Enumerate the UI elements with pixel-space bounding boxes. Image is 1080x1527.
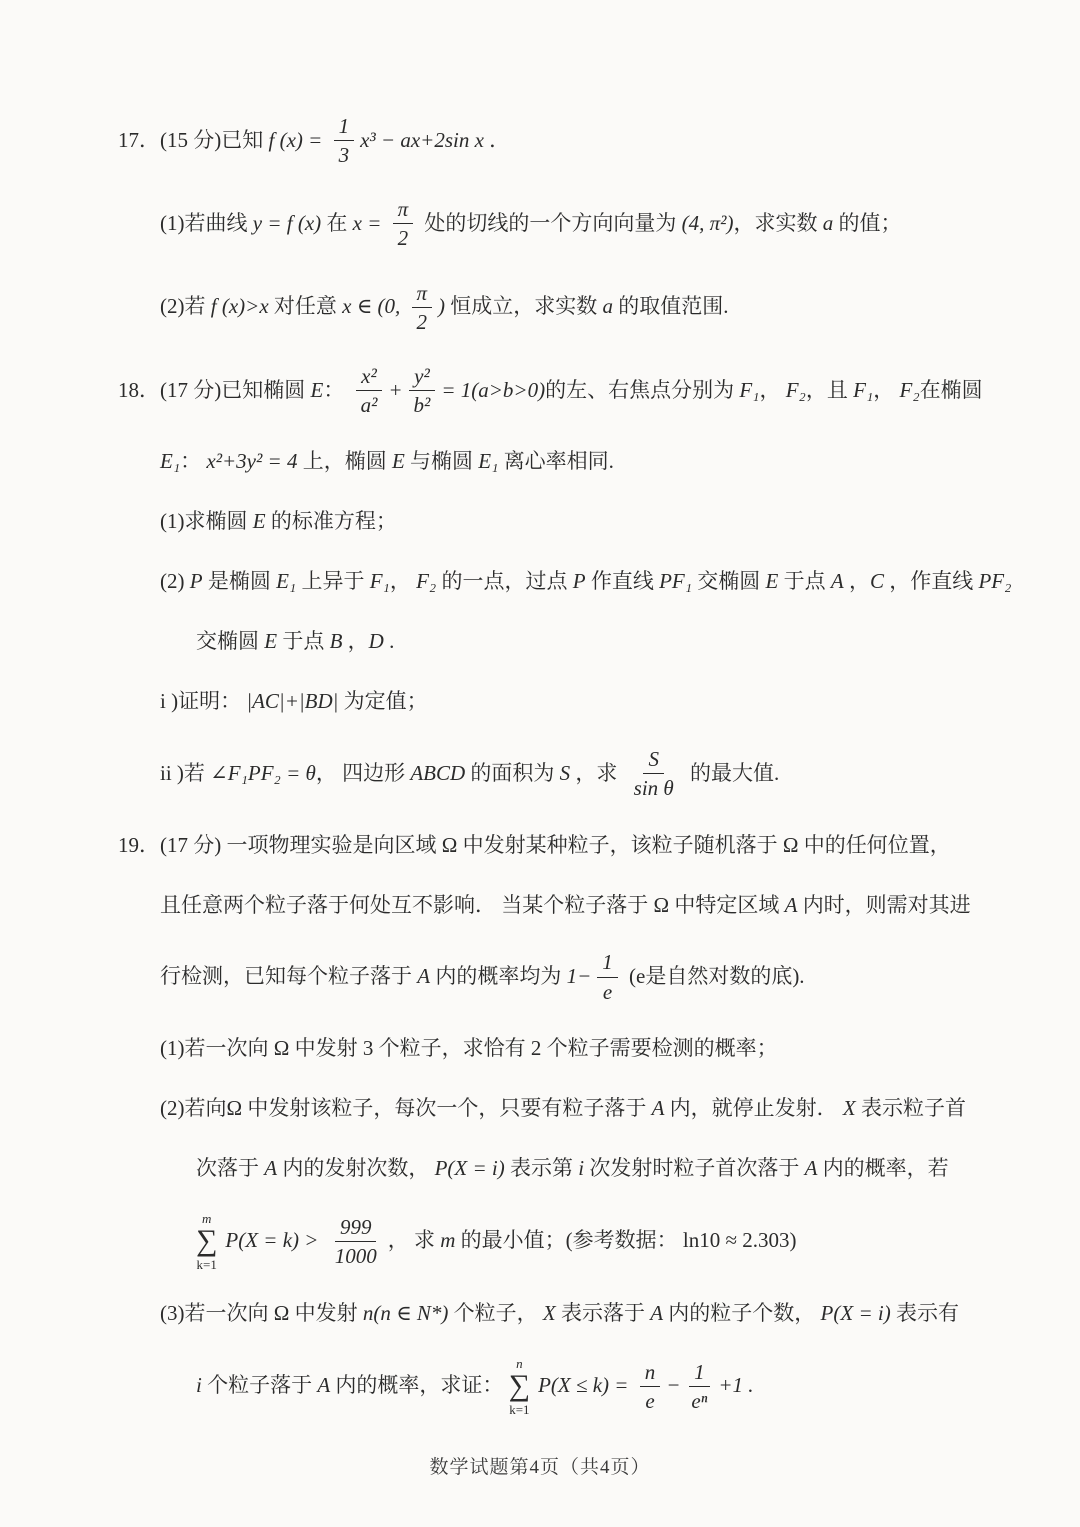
- text-run: ，: [759, 377, 786, 402]
- text-run: 18．(17 分)已知椭圆: [118, 377, 311, 402]
- q18-part-2-ii: [0, 745, 1060, 802]
- text-run: 为定值；: [338, 689, 428, 714]
- math-run: E: [252, 509, 266, 534]
- q19-statement-line-2: [0, 888, 1060, 922]
- summation: [509, 1357, 530, 1416]
- text-run: ，求: [570, 760, 623, 785]
- math-run: +: [388, 377, 403, 402]
- numerator: π: [393, 197, 414, 224]
- math-run: A: [784, 892, 798, 917]
- q18-statement-line-1: [0, 362, 1060, 419]
- denominator: b²: [413, 392, 431, 417]
- math-run: m: [440, 1228, 456, 1253]
- text-run: ，: [342, 629, 369, 654]
- math-run: C: [869, 569, 884, 594]
- text-run: 内时，则需对其进: [797, 892, 971, 917]
- math-run: F₁: [853, 377, 874, 402]
- text-run: ，: [389, 569, 417, 594]
- text-run: 内的概率均为: [430, 964, 567, 989]
- denominator: a²: [360, 392, 378, 417]
- math-run: x ∈ (0,: [342, 294, 406, 319]
- numerator: 1: [597, 950, 618, 977]
- math-run: |AC|+|BD|: [246, 689, 339, 714]
- math-run: E₁: [478, 449, 499, 474]
- denominator: 1000: [334, 1243, 377, 1268]
- text-run: ，求实数: [733, 211, 823, 236]
- text-run: (e是自然对数的底).: [623, 964, 805, 989]
- numerator: x²: [356, 364, 382, 391]
- denominator: 2: [416, 309, 428, 334]
- numerator: 1: [334, 114, 355, 141]
- math-run: E: [391, 449, 405, 474]
- text-run: 且任意两个粒子落于何处互不影响． 当某个粒子落于 Ω 中特定区域: [160, 892, 785, 917]
- math-run: P: [189, 569, 203, 594]
- math-run: F₂: [899, 377, 920, 402]
- q18-part-2-i: [0, 685, 1060, 719]
- math-run: n(n ∈ N*): [362, 1300, 449, 1325]
- text-run: 次落于: [196, 1155, 265, 1180]
- math-run: P: [572, 569, 586, 594]
- sum-lower-limit: k=1: [509, 1401, 530, 1417]
- math-run: −: [666, 1373, 681, 1398]
- problem-18: [0, 362, 1080, 803]
- text-run: ， 四边形: [315, 760, 411, 785]
- math-run: = 1(a>b>0): [441, 377, 546, 402]
- text-run: 表示落于: [555, 1300, 651, 1325]
- fraction: [409, 364, 436, 417]
- q19-statement-line-1: [0, 828, 1060, 862]
- fraction: [330, 1215, 382, 1268]
- text-run: 对任意: [268, 294, 343, 319]
- text-run: 行检测，已知每个粒子落于: [160, 964, 418, 989]
- q18-part-2-line-2: [0, 625, 1060, 659]
- text-run: (2)若向Ω 中发射该粒子，每次一个，只要有粒子落于: [160, 1095, 652, 1120]
- denominator: e: [602, 979, 613, 1004]
- text-run: 在: [321, 211, 353, 236]
- math-run: x²+3y² = 4: [206, 449, 298, 474]
- text-run: 表示粒子首: [855, 1095, 966, 1120]
- fraction: [334, 114, 355, 167]
- text-run: (2)若: [160, 294, 211, 319]
- fraction: [629, 747, 679, 800]
- text-run: ，: [843, 569, 870, 594]
- math-run: E: [310, 377, 324, 402]
- math-run: A: [651, 1095, 665, 1120]
- text-run: i )证明：: [160, 689, 247, 714]
- text-run: 是椭圆: [202, 569, 277, 594]
- text-run: ：: [180, 449, 207, 474]
- math-run: a: [822, 211, 834, 236]
- text-run: (1)求椭圆: [160, 509, 253, 534]
- text-run: 上异于: [296, 569, 370, 594]
- math-run: x =: [352, 211, 387, 236]
- text-run: 内的概率，求证：: [330, 1373, 509, 1398]
- math-run: F₁: [739, 377, 760, 402]
- math-run: f (x)>x: [210, 294, 269, 319]
- page-footer: [0, 1453, 1080, 1483]
- summation: [196, 1212, 217, 1271]
- math-run: (4, π²): [681, 211, 734, 236]
- text-run: (1)若一次向 Ω 中发射 3 个粒子，求恰有 2 个粒子需要检测的概率；: [160, 1035, 778, 1060]
- numerator: 1: [689, 1360, 710, 1387]
- text-run: 交椭圆: [692, 569, 766, 594]
- text-run: 的一点，过点: [436, 569, 573, 594]
- text-run: 内的概率，若: [817, 1155, 949, 1180]
- math-run: X: [842, 1095, 856, 1120]
- text-run: 的取值范围.: [613, 294, 729, 319]
- footer-text: 数学试题第4页（共4页）: [429, 1456, 651, 1478]
- text-run: 于点: [277, 629, 330, 654]
- math-run: S: [559, 760, 571, 785]
- denominator: 3: [338, 143, 350, 168]
- math-run: 1−: [566, 964, 592, 989]
- numerator: y²: [409, 364, 435, 391]
- text-run: 的值；: [833, 211, 902, 236]
- math-run: E₁: [276, 569, 297, 594]
- text-run: ．: [483, 127, 511, 152]
- math-run: F₁: [369, 569, 390, 594]
- q19-part-2-line-1: [0, 1092, 1060, 1126]
- math-run: A: [264, 1155, 278, 1180]
- text-run: 19．(17 分) 一项物理实验是向区域 Ω 中发射某种粒子，该粒子随机落于 Ω 中的任何位置，: [118, 832, 951, 857]
- sum-upper-limit: n: [516, 1355, 523, 1371]
- math-run: P(X = i): [820, 1300, 891, 1325]
- text-run: ：: [323, 377, 350, 402]
- text-run: 作直线: [585, 569, 660, 594]
- fraction: [356, 364, 383, 417]
- text-run: ， 求: [387, 1228, 441, 1253]
- numerator: S: [643, 747, 664, 774]
- denominator: eⁿ: [691, 1388, 708, 1413]
- math-run: P(X = i): [434, 1155, 505, 1180]
- problem-19: [0, 828, 1080, 1415]
- fraction: [597, 950, 618, 1003]
- sigma-icon: ∑: [196, 1223, 218, 1257]
- text-run: ，且: [805, 377, 854, 402]
- text-run: ，: [873, 377, 900, 402]
- numerator: 999: [335, 1215, 377, 1242]
- text-run: 内，就停止发射．: [664, 1095, 843, 1120]
- text-run: 17．(15 分)已知: [118, 127, 269, 152]
- text-run: 与椭圆: [404, 449, 479, 474]
- math-run: D: [368, 629, 384, 654]
- q17-part-2: [0, 279, 1060, 336]
- text-run: 在椭圆: [919, 377, 983, 402]
- sum-upper-limit: m: [202, 1210, 212, 1226]
- text-run: 恒成立，求实数: [445, 294, 603, 319]
- text-run: 上，椭圆: [297, 449, 392, 474]
- math-run: i: [196, 1373, 202, 1398]
- text-run: 表示第: [504, 1155, 579, 1180]
- text-run: 个粒子，: [448, 1300, 543, 1325]
- text-run: 表示有: [890, 1300, 959, 1325]
- q18-statement-line-2: [0, 445, 1060, 479]
- math-run: A: [317, 1373, 331, 1398]
- q18-part-1: [0, 505, 1060, 539]
- q17-statement: [0, 112, 1060, 169]
- text-run: .: [383, 629, 395, 654]
- text-run: 内的发射次数，: [277, 1155, 435, 1180]
- text-run: 处的切线的一个方向向量为: [419, 211, 682, 236]
- numerator: π: [412, 281, 433, 308]
- text-run: 内的粒子个数，: [663, 1300, 821, 1325]
- math-run: ABCD: [410, 760, 466, 785]
- sum-lower-limit: k=1: [196, 1256, 217, 1272]
- math-run: E: [264, 629, 278, 654]
- math-run: F₂: [785, 377, 806, 402]
- text-run: 交椭圆: [196, 629, 265, 654]
- text-run: (2): [160, 569, 190, 594]
- denominator: 2: [397, 226, 409, 251]
- problem-17: [0, 112, 1080, 336]
- q19-part-2-line-3: [0, 1212, 1060, 1271]
- math-run: i: [578, 1155, 585, 1180]
- text-run: ii )若: [160, 760, 211, 785]
- math-run: f (x) =: [268, 127, 328, 152]
- math-run: PF₁: [659, 569, 693, 594]
- math-run: X: [542, 1300, 556, 1325]
- text-run: ，作直线: [883, 569, 979, 594]
- text-run: 于点: [778, 569, 831, 594]
- text-run: 次发射时粒子首次落于: [584, 1155, 805, 1180]
- math-run: +1 .: [718, 1373, 754, 1398]
- text-run: 的左、右焦点分别为: [545, 377, 740, 402]
- q17-part-1: [0, 195, 1060, 252]
- denominator: e: [645, 1388, 655, 1413]
- sigma-icon: ∑: [508, 1368, 531, 1402]
- math-run: B: [329, 629, 343, 654]
- math-run: ∠F₁PF₂ = θ: [210, 760, 316, 785]
- q19-part-2-line-2: [0, 1152, 1060, 1186]
- text-run: 离心率相同.: [498, 449, 614, 474]
- fraction: [393, 197, 414, 250]
- math-run: E: [765, 569, 779, 594]
- text-run: (3)若一次向 Ω 中发射: [160, 1300, 363, 1325]
- fraction: [412, 281, 433, 334]
- text-run: 的最大值.: [684, 760, 780, 785]
- math-run: E₁: [160, 449, 181, 474]
- text-run: 的标准方程；: [265, 509, 397, 534]
- math-run: A: [417, 964, 431, 989]
- math-run: P(X = k) >: [225, 1228, 324, 1253]
- denominator: sin θ: [633, 776, 674, 801]
- math-run: A: [830, 569, 844, 594]
- text-run: (1)若曲线: [160, 211, 253, 236]
- q19-part-1: [0, 1032, 1060, 1066]
- text-run: 的面积为: [465, 760, 560, 785]
- q18-part-2-line-1: [0, 565, 1060, 599]
- q19-part-3-line-1: [0, 1297, 1060, 1331]
- math-run: A: [804, 1155, 818, 1180]
- q19-part-3-line-2: [0, 1357, 1060, 1416]
- math-run: x³ − ax+2sin x: [360, 127, 484, 152]
- math-run: F₂: [416, 569, 437, 594]
- math-run: A: [650, 1300, 664, 1325]
- fraction: [686, 1360, 712, 1413]
- fraction: [640, 1360, 661, 1413]
- math-run: y = f (x): [252, 211, 322, 236]
- q19-statement-line-3: [0, 948, 1060, 1005]
- numerator: n: [640, 1360, 661, 1387]
- math-run: P(X ≤ k) =: [538, 1373, 634, 1398]
- text-run: 的最小值；(参考数据： ln10 ≈ 2.303): [455, 1228, 797, 1253]
- math-run: a: [602, 294, 614, 319]
- text-run: 个粒子落于: [201, 1373, 318, 1398]
- math-run: PF₂: [978, 569, 1012, 594]
- math-run: ): [438, 294, 446, 319]
